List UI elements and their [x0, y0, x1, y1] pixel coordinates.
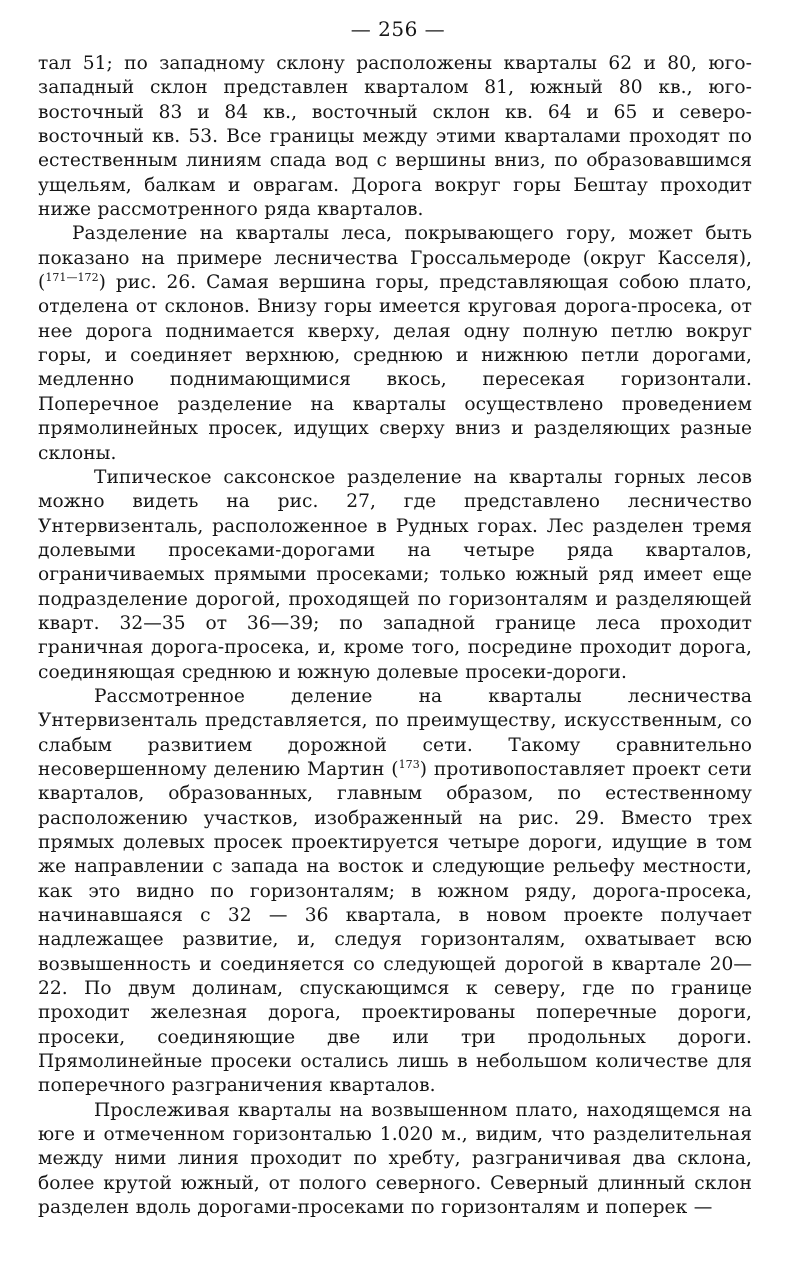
footnote-reference: 173	[398, 757, 420, 771]
paragraph-text-after: ) рис. 26. Самая вершина горы, представляющая собою плато, отделена от склонов. Внизу горы имеется круговая дорога-просека, от нее дорога поднимается кверху, делая одну полную петлю вокруг горы, и соединяет верхнюю, среднюю и нижнюю петли дорогами, медленно поднимающимися вкось, пересекая горизонтали. Поперечное разделение на кварталы осуществлено проведением прямолинейных просек, идущих сверху вниз и разделяющих разные склоны.	[38, 272, 752, 464]
paragraph-text-before: Разделение на кварталы леса, покрывающего гору, может быть показано на примере лесничества Гроссальмероде (округ Касселя), (	[38, 223, 752, 294]
paragraph-text: тал 51; по западному склону расположены кварталы 62 и 80, юго-западный склон представлен кварталом 81, южный 80 кв., юго-восточный 83 и 84 кв., восточный склон кв. 64 и 65 и северо-восточный кв. 53. Все границы между этими кварталами проходят по естественным линиям спада вод с вершины вниз, по образовавшимся ущельям, балкам и оврагам. Дорога вокруг горы Бештау проходит ниже рассмотренного ряда кварталов.	[38, 53, 752, 221]
paragraph-martin-project	[38, 685, 752, 1099]
paragraph-saxon-division	[38, 466, 752, 685]
paragraph-plateau	[38, 1099, 752, 1221]
document-page	[38, 14, 752, 1221]
paragraph-grossalmerode	[38, 222, 752, 465]
paragraph-text-after: ) противопоставляет проект сети кварталов, образованных, главным образом, по естественному расположению участков, изображенный на рис. 29. Вместо трех прямых долевых просек проектируется четыре дороги, идущие в том же направлении с запада на восток и следующие рельефу местности, как это видно по горизонталям; в южном ряду, дорога-просека, начинавшаяся с 32 — 36 квартала, в новом проекте получает надлежащее развитие, и, следуя горизонталям, охватывает всю возвышенность и соединяется со следующей дорогой в квартале 20—22. По двум долинам, спускающимся к северу, где по границе проходит железная дорога, проектированы поперечные дороги, просеки, соединяющие две или три продольных дороги. Прямолинейные просеки остались лишь в небольшом количестве для поперечного разграничения кварталов.	[38, 758, 752, 1097]
footnote-reference: 171—172	[45, 270, 99, 284]
page-number: — 256 —	[350, 17, 446, 41]
paragraph-continuation	[38, 52, 752, 222]
paragraph-text: Типическое саксонское разделение на кварталы горных лесов можно видеть на рис. 27, где представлено лесничество Унтервизенталь, расположенное в Рудных горах. Лес разделен тремя долевыми просеками-дорогами на четыре ряда кварталов, ограничиваемых прямыми просеками; только южный ряд имеет еще подразделение дорогой, проходящей по горизонталям и разделяющей кварт. 32—35 от 36—39; по западной границе леса проходит граничная дорога-просека, и, кроме того, посредине проходит дорога, соединяющая среднюю и южную долевые просеки-дороги.	[38, 466, 752, 683]
paragraph-text: Прослеживая кварталы на возвышенном плато, находящемся на юге и отмеченном горизонталью 1.020 м., видим, что разделительная между ними линия проходит по хребту, разграничивая два склона, более крутой южный, от полого северного. Северный длинный склон разделен вдоль дорогами-просеками по горизонталям и поперек —	[38, 1099, 752, 1219]
paragraph-text-before: Рассмотренное деление на кварталы лесничества Унтервизенталь представляется, по преимуществу, искусственным, со слабым развитием дорожной сети. Такому сравнительно несовершенному делению Мартин (	[38, 685, 752, 780]
